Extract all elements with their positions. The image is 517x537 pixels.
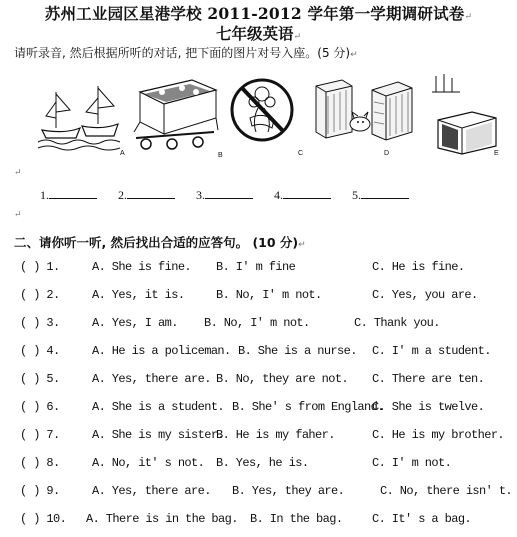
option-a: A. Yes, I am. (92, 316, 178, 330)
question-number[interactable]: ( ) 7. (20, 428, 60, 442)
question-number[interactable]: ( ) 6. (20, 400, 60, 414)
option-b: B. No, they are not. (216, 372, 349, 386)
option-b: B. He is my faher. (216, 428, 335, 442)
option-c: C. He is my brother. (372, 428, 505, 442)
box-shelf-picture (426, 72, 506, 156)
answer-blank-3[interactable]: 3. (196, 188, 253, 203)
option-c: C. He is fine. (372, 260, 465, 274)
bed-picture (132, 72, 220, 156)
section1-instruction: 请听录音, 然后根据所听的对话, 把下面的图片对号入座。(5 分)↵ (14, 46, 358, 60)
paragraph-mark: ↵ (293, 32, 302, 42)
option-a: A. He is a policeman. (92, 344, 231, 358)
option-c: C. I' m not. (372, 456, 452, 470)
question-number[interactable]: ( ) 9. (20, 484, 60, 498)
paragraph-mark: ↵ (14, 210, 22, 220)
answer-blanks-row (40, 188, 427, 203)
picture-label-d: D (384, 150, 390, 157)
answer-blank-5[interactable]: 5. (352, 188, 409, 203)
option-b: B. She' s from England. (232, 400, 384, 414)
option-b: B. No, I' m not. (216, 288, 322, 302)
paragraph-mark: ↵ (14, 168, 22, 178)
option-a: A. Yes, there are. (92, 484, 211, 498)
option-c: C. No, there isn' t. (380, 484, 513, 498)
paragraph-mark: ↵ (464, 12, 473, 22)
option-c: C. She is twelve. (372, 400, 485, 414)
question-number[interactable]: ( ) 5. (20, 372, 60, 386)
picture-label-a: A (120, 150, 125, 157)
picture-label-c: C (298, 150, 304, 157)
picture-label-e: E (494, 150, 499, 157)
option-a: A. She is my sister. (92, 428, 225, 442)
option-b: B. Yes, he is. (216, 456, 309, 470)
picture-label-b: B (218, 152, 223, 159)
question-number[interactable]: ( ) 4. (20, 344, 60, 358)
option-a: A. She is fine. (92, 260, 192, 274)
no-picking-flowers-sign (228, 72, 298, 152)
option-b: B. She is a nurse. (238, 344, 357, 358)
question-number[interactable]: ( ) 8. (20, 456, 60, 470)
section2-heading: 二、请你听一听, 然后找出合适的应答句。 (10 分)↵ (14, 235, 306, 250)
option-c: C. Thank you. (354, 316, 440, 330)
option-b: B. No, I' m not. (204, 316, 310, 330)
answer-blank-1[interactable]: 1. (40, 188, 97, 203)
option-a: A. Yes, there are. (92, 372, 211, 386)
option-a: A. She is a student. (92, 400, 225, 414)
option-a: A. Yes, it is. (92, 288, 185, 302)
question-number[interactable]: ( ) 3. (20, 316, 60, 330)
option-a: A. No, it' s not. (92, 456, 205, 470)
answer-blank-2[interactable]: 2. (118, 188, 175, 203)
option-a: A. There is in the bag. (86, 512, 238, 526)
option-c: C. It' s a bag. (372, 512, 472, 526)
pictures-row (36, 72, 504, 164)
option-c: C. Yes, you are. (372, 288, 478, 302)
question-number[interactable]: ( ) 2. (20, 288, 60, 302)
exam-title: 苏州工业园区星港学校 2011-2012 学年第一学期调研试卷↵ (44, 4, 473, 23)
question-number[interactable]: ( ) 1. (20, 260, 60, 274)
exam-subtitle: 七年级英语↵ (215, 24, 302, 43)
option-c: C. I' m a student. (372, 344, 491, 358)
boats-picture (36, 72, 124, 152)
option-b: B. Yes, they are. (232, 484, 345, 498)
option-c: C. There are ten. (372, 372, 485, 386)
boxes-picture (312, 72, 416, 156)
option-b: B. I' m fine (216, 260, 296, 274)
question-number[interactable]: ( ) 10. (20, 512, 67, 526)
option-b: B. In the bag. (250, 512, 343, 526)
answer-blank-4[interactable]: 4. (274, 188, 331, 203)
